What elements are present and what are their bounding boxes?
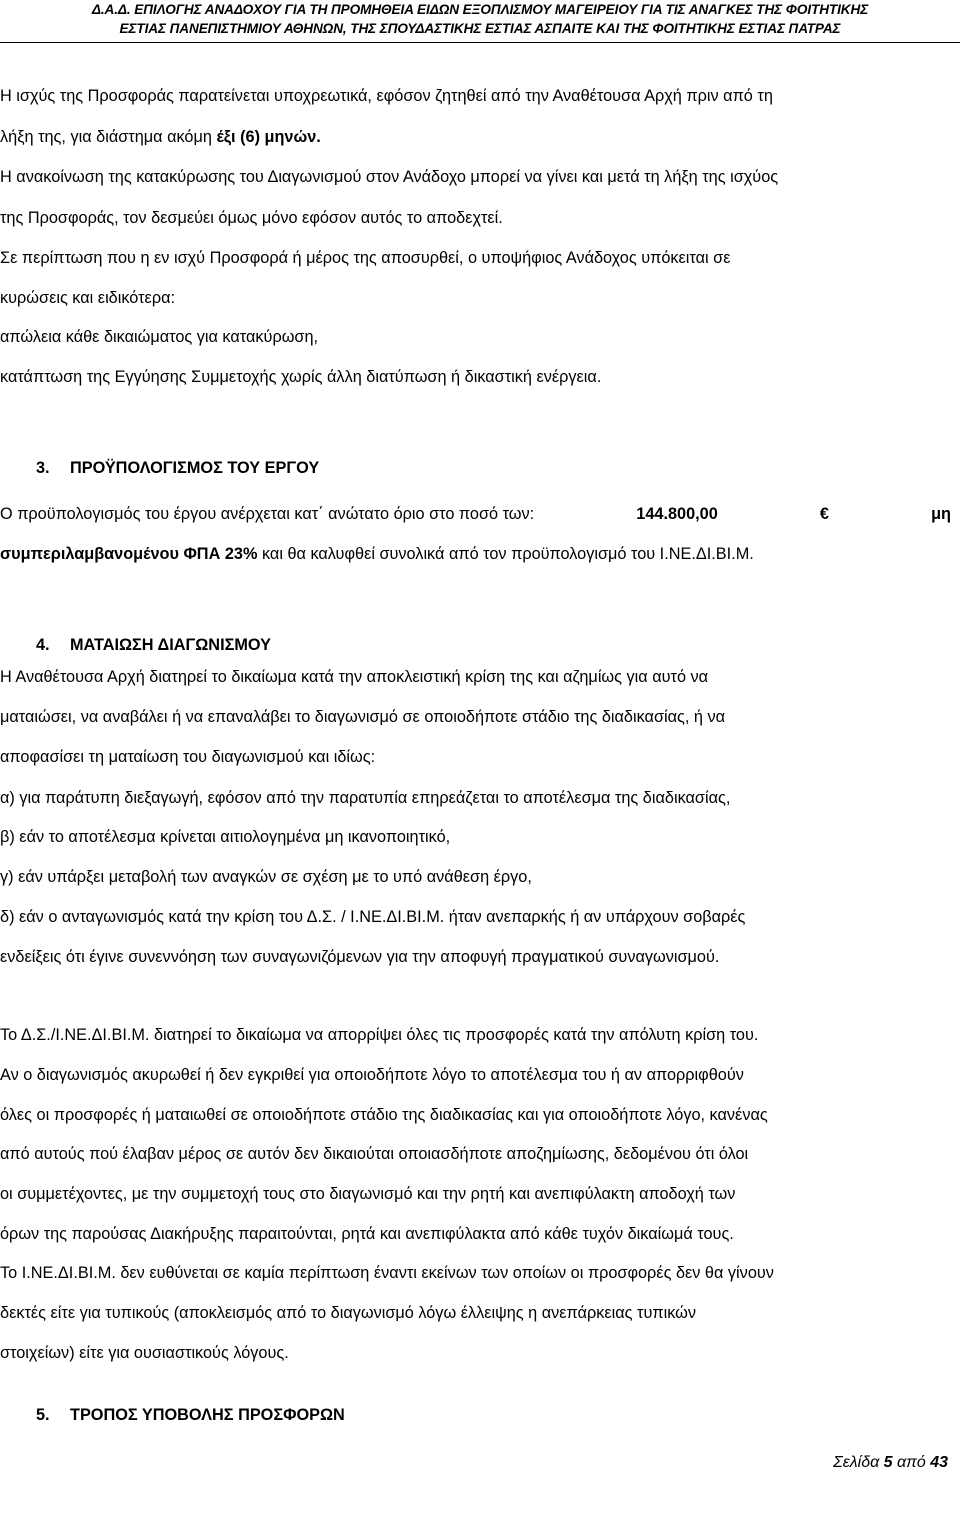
section-4-item-a: α) για παράτυπη διεξαγωγή, εφόσον από την παρατυπία επηρεάζεται το αποτέλεσμα της διαδικασίας, [0,789,731,807]
header-line-2: ΕΣΤΙΑΣ ΠΑΝΕΠΙΣΤΗΜΙΟΥ ΑΘΗΝΩΝ, ΤΗΣ ΣΠΟΥΔΑΣΤΙΚΗΣ ΕΣΤΙΑΣ ΑΣΠΑΙΤΕ ΚΑΙ ΤΗΣ ΦΟΙΤΗΤΙΚΗΣ ΕΣΤΙΑΣ ΠΑΤΡΑΣ [119,21,841,36]
section-4-line-14: όρων της παρούσας Διακήρυξης παραιτούνται, ρητά και ανεπιφύλακτα από κάθε τυχόν δικαίωμά τους. [0,1225,734,1243]
section-3-title: ΠΡΟΫΠΟΛΟΓΙΣΜΟΣ ΤΟΥ ΕΡΓΟΥ [70,459,320,477]
budget-source: και θα καλυφθεί συνολικά από τον προϋπολογισμό του Ι.ΝΕ.ΔΙ.ΒΙ.Μ. [257,545,754,563]
page-total: 43 [930,1454,948,1471]
section-3-line-2 [0,545,951,564]
validity-duration: έξι (6) μηνών. [216,128,321,146]
section-4-line-16: δεκτές είτε για τυπικούς (αποκλεισμός από το διαγωνισμό λόγω έλλειψης η ανεπάρκειας τυπικών [0,1304,696,1322]
section-5-heading [0,1406,960,1425]
header-line-1: Δ.Α.Δ. ΕΠΙΛΟΓΗΣ ΑΝΑΔΟΧΟΥ ΓΙΑ ΤΗ ΠΡΟΜΗΘΕΙΑ ΕΙΔΩΝ ΕΞΟΠΛΙΣΜΟΥ ΜΑΓΕΙΡΕΙΟΥ ΓΙΑ ΤΙΣ ΑΝΑΓΚΕΣ ΤΗΣ ΦΟΙΤΗΤΙΚΗΣ [91,2,869,17]
validity-line-6: κυρώσεις και ειδικότερα: [0,289,176,307]
section-4-line-10: Αν ο διαγωνισμός ακυρωθεί ή δεν εγκριθεί για οποιοδήποτε λόγο το αποτέλεσμα του ή αν απορριφθούν [0,1066,744,1084]
validity-line-4: της Προσφοράς, τον δεσμεύει όμως μόνο εφόσον αυτός το αποδεχτεί. [0,209,503,227]
validity-line-2-text: λήξη της, για διάστημα ακόμη [0,128,217,146]
validity-line-8: κατάπτωση της Εγγύησης Συμμετοχής χωρίς άλλη διατύπωση ή δικαστική ενέργεια. [0,368,602,386]
budget-amount: 144.800,00 [636,505,718,523]
validity-line-1: Η ισχύς της Προσφοράς παρατείνεται υποχρεωτικά, εφόσον ζητηθεί από την Αναθέτουσα Αρχή πριν από τη [0,87,773,105]
section-3-heading [0,459,960,478]
section-4-line-11: όλες οι προσφορές ή ματαιωθεί σε οποιοδήποτε στάδιο της διαδικασίας και για οποιοδήποτε λόγο, κανένας [0,1106,768,1124]
section-4-item-c: γ) εάν υπάρξει μεταβολή των αναγκών σε σχέση με το υπό ανάθεση έργο, [0,868,532,886]
section-5-number: 5. [36,1406,50,1424]
section-4-line-13: οι συμμετέχοντες, με την συμμετοχή τους στο διαγωνισμό και την ρητή και ανεπιφύλακτη αποδοχή των [0,1185,736,1203]
page-current: 5 [883,1454,893,1471]
validity-line-5: Σε περίπτωση που η εν ισχύ Προσφορά ή μέρος της αποσυρθεί, ο υποψήφιος Ανάδοχος υπόκειται σε [0,249,731,267]
section-4-line-15: Το Ι.ΝΕ.ΔΙ.ΒΙ.Μ. δεν ευθύνεται σε καμία περίπτωση έναντι εκείνων των οποίων οι προσφορές δεν θα γίνουν [0,1264,774,1282]
section-4-heading [0,636,960,655]
validity-line-3: Η ανακοίνωση της κατακύρωσης του Διαγωνισμού στον Ανάδοχο μπορεί να γίνει και μετά τη λήξη της ισχύος [0,168,779,186]
section-5-title: ΤΡΟΠΟΣ ΥΠΟΒΟΛΗΣ ΠΡΟΣΦΟΡΩΝ [70,1406,345,1424]
section-4-line-2: ματαιώσει, να αναβάλει ή να επαναλάβει το διαγωνισμό σε οποιοδήποτε στάδιο της διαδικασίας, ή να [0,708,726,726]
section-4-number: 4. [36,636,50,654]
section-4-line-17: στοιχείων) είτε για ουσιαστικούς λόγους. [0,1344,289,1362]
section-4-line-1: Η Αναθέτουσα Αρχή διατηρεί το δικαίωμα κατά την αποκλειστική κρίση της και αζημίως για αυτό να [0,668,709,686]
section-4-item-d: δ) εάν ο ανταγωνισμός κατά την κρίση του Δ.Σ. / Ι.ΝΕ.ΔΙ.ΒΙ.Μ. ήταν ανεπαρκής ή αν υπάρχουν σοβαρές [0,908,746,926]
page-header [0,0,960,43]
section-4-line-9: Το Δ.Σ./Ι.ΝΕ.ΔΙ.ΒΙ.Μ. διατηρεί το δικαίωμα να απορρίψει όλες τις προσφορές κατά την απόλυτη κρίση του. [0,1026,759,1044]
validity-line-2 [0,128,951,147]
validity-line-7: απώλεια κάθε δικαιώματος για κατακύρωση, [0,328,319,346]
section-4-line-12: από αυτούς πού έλαβαν μέρος σε αυτόν δεν δικαιούται οποιασδήποτε αποζημίωσης, δεδομένου ότι όλοι [0,1145,749,1163]
budget-mi: μη [931,505,951,523]
section-4-item-d-cont: ενδείξεις ότι έγινε συνεννόηση των συναγωνιζόμενων για την αποφυγή πραγματικού συναγωνισμού. [0,948,720,966]
euro-sign: € [819,505,829,523]
section-3-line-1 [0,505,960,524]
page-number: Σελίδα 5 από 43 [833,1454,948,1471]
budget-text: Ο προϋπολογισμός του έργου ανέρχεται κατ΄ ανώτατο όριο στο ποσό των: [0,505,535,523]
section-4-line-3: αποφασίσει τη ματαίωση του διαγωνισμού και ιδίως: [0,748,376,766]
section-4-title: ΜΑΤΑΙΩΣΗ ΔΙΑΓΩΝΙΣΜΟΥ [70,636,271,654]
section-3-number: 3. [36,459,50,477]
vat-note: συμπεριλαμβανομένου ΦΠΑ 23% [0,545,258,563]
section-4-item-b: β) εάν το αποτέλεσμα κρίνεται αιτιολογημένα μη ικανοποιητικό, [0,828,451,846]
